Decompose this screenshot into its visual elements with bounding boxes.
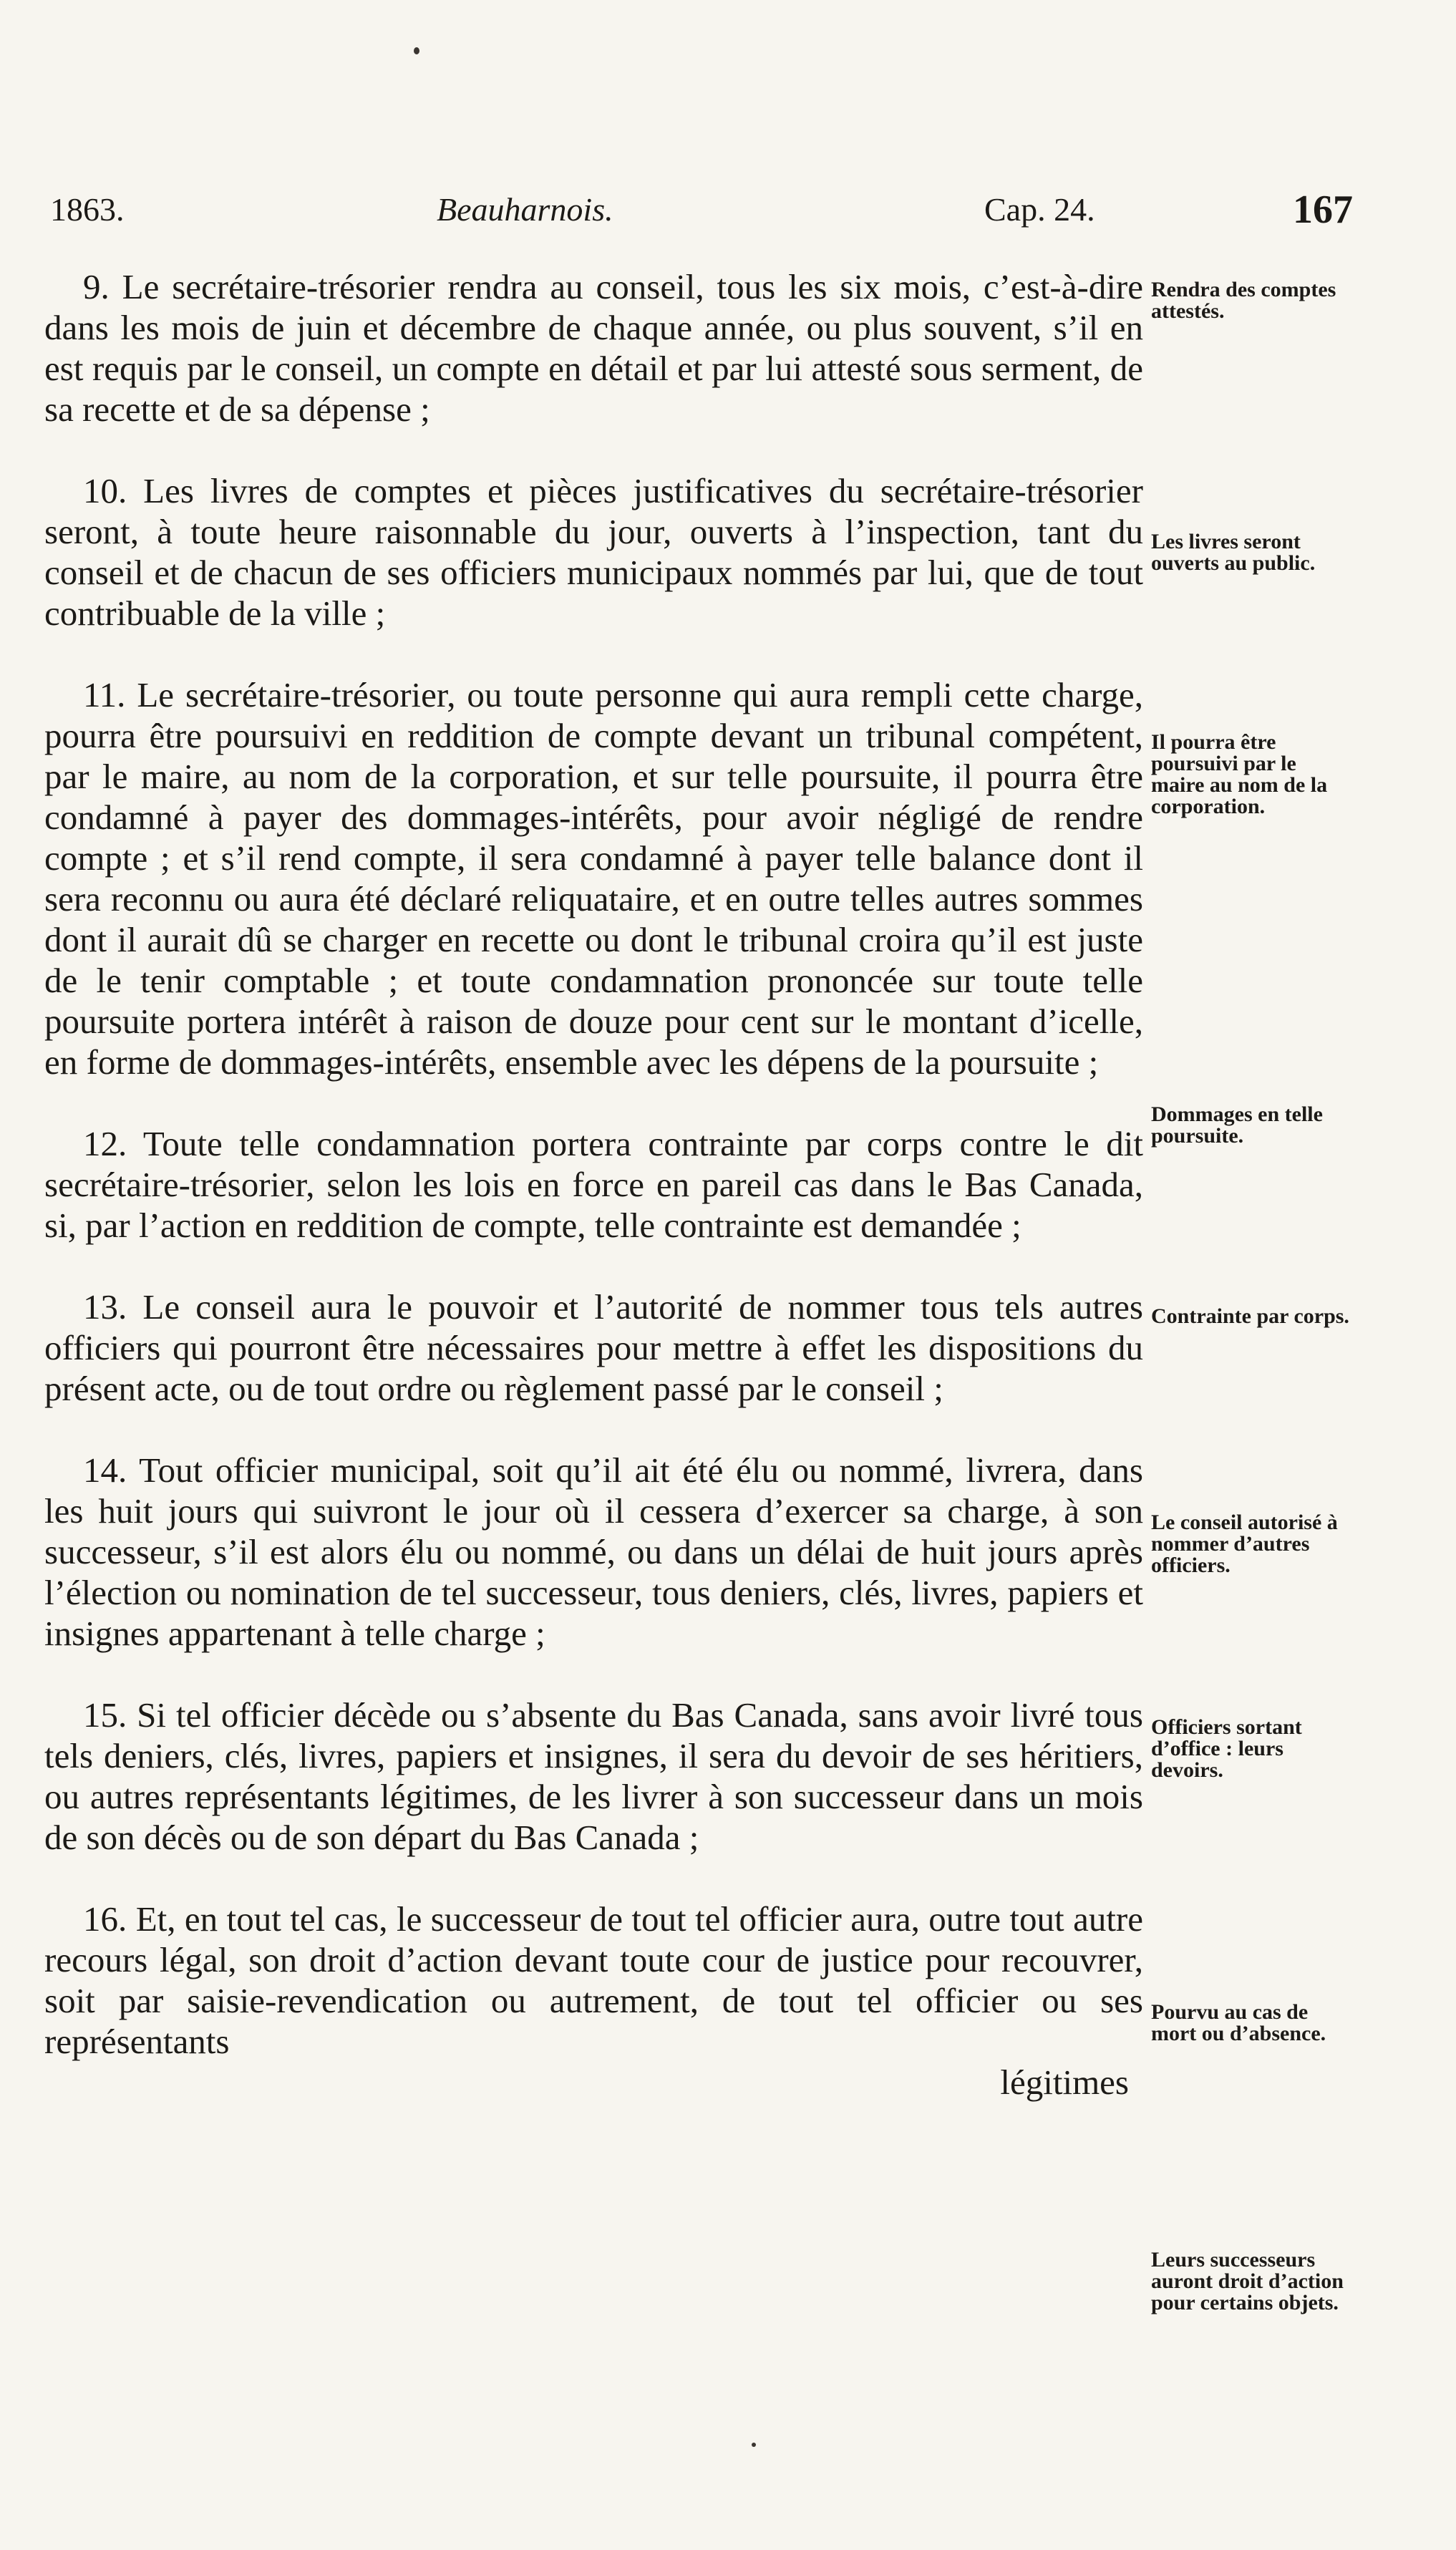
- section-15: [44, 1695, 1143, 1858]
- section-13-text: 13. Le conseil aura le pouvoir et l’autorité de nommer tous tels autres officiers qui pourront être nécessaires pour mettre à effet les dispositions du présent acte, ou de tout ordre ou règlement passé par le conseil ;: [44, 1287, 1143, 1408]
- margin-note-16: Leurs successeurs auront droit d’action pour certains objets.: [1151, 2248, 1344, 2314]
- section-11-text: 11. Le secrétaire-trésorier, ou toute personne qui aura rempli cette charge, pourra être poursuivi en reddition de compte devant un tribunal compétent, par le maire, au nom de la corporation, et sur telle poursuite, il pourra être condamné à payer des dommages-intérêts, pour avoir négligé de rendre compte ; et s’il rend compte, il sera condamné à payer telle balance dont il sera reconnu ou aura été déclaré reliquataire, et en outre telles autres sommes dont il aurait dû se charger en recette ou dont le tribunal croira qu’il est juste de le tenir comptable ; et toute condamnation prononcée sur toute telle poursuite portera intérêt à raison de douze pour cent sur le montant d’icelle, en forme de dommages-intérêts, ensemble avec les dépens de la poursuite ;: [44, 675, 1143, 1082]
- margin-note-11: Il pourra être poursuivi par le maire au nom de la corporation.: [1151, 730, 1328, 818]
- ink-speck: [752, 2443, 756, 2447]
- section-15-text: 15. Si tel officier décède ou s’absente du Bas Canada, sans avoir livré tous tels deniers, clés, livres, papiers et insignes, il sera du devoir de ses héritiers, ou autres représentants légitimes, de les livrer à son successeur dans un mois de son décès ou de son départ du Bas Canada ;: [44, 1695, 1143, 1857]
- section-13: [44, 1286, 1143, 1409]
- ink-speck: [414, 47, 419, 54]
- section-9-text: 9. Le secrétaire-trésorier rendra au conseil, tous les six mois, c’est-à-dire dans les mois de juin et décembre de chaque année, ou plus souvent, s’il en est requis par le conseil, un compte en détail et par lui attesté sous serment, de sa recette et de sa dépense ;: [44, 267, 1143, 429]
- margin-note-13: Le conseil autorisé à nommer d’autres officiers.: [1151, 1511, 1338, 1577]
- section-10-text: 10. Les livres de comptes et pièces justificatives du secrétaire-trésorier seront, à toute heure raisonnable du jour, ouverts à l’inspection, tant du conseil et de chacun de ses officiers municipaux nommés par lui, que de tout contribuable de la ville ;: [44, 471, 1143, 633]
- section-14-text: 14. Tout officier municipal, soit qu’il ait été élu ou nommé, livrera, dans les huit jours qui suivront le jour où il cessera d’exercer sa charge, à son successeur, s’il est alors élu ou nommé, ou dans un délai de huit jours après l’élection ou nomination de tel successeur, tous deniers, clés, livres, papiers et insignes appartenant à telle charge ;: [44, 1450, 1143, 1653]
- page-number: 167: [1293, 188, 1353, 232]
- header-place: Beauharnois.: [437, 191, 613, 228]
- margin-note-11b: Dommages en telle poursuite.: [1151, 1102, 1323, 1148]
- header-year: 1863.: [50, 191, 125, 228]
- margin-note-14: Officiers sortant d’office : leurs devoirs.: [1151, 1715, 1302, 1782]
- header-chapter: Cap. 24.: [984, 191, 1095, 228]
- section-12-text: 12. Toute telle condamnation portera contrainte par corps contre le dit secrétaire-trésorier, selon les lois en force en pareil cas dans le Bas Canada, si, par l’action en reddition de compte, telle contrainte est demandée ;: [44, 1124, 1143, 1245]
- margin-note-9: Rendra des comptes attestés.: [1151, 278, 1336, 323]
- section-16-text: 16. Et, en tout tel cas, le successeur de tout tel officier aura, outre tout autre recours légal, son droit d’action devant toute cour de justice pour recouvrer, soit par saisie-revendication ou autrement, de tout tel officier ou ses représentants: [44, 1899, 1143, 2061]
- margin-note-12: Contrainte par corps.: [1151, 1304, 1349, 1328]
- section-16-continuation: légitimes: [1000, 2062, 1129, 2102]
- margin-note-10: Les livres seront ouverts au public.: [1151, 530, 1316, 575]
- margin-note-15: Pourvu au cas de mort ou d’absence.: [1151, 2000, 1326, 2045]
- statute-body: [44, 266, 1143, 2103]
- section-10: [44, 470, 1143, 634]
- section-14: [44, 1450, 1143, 1654]
- section-11: [44, 674, 1143, 1082]
- section-12: [44, 1123, 1143, 1246]
- margin-notes: [1151, 0, 1351, 2550]
- section-16: [44, 1899, 1143, 2103]
- section-9: [44, 266, 1143, 430]
